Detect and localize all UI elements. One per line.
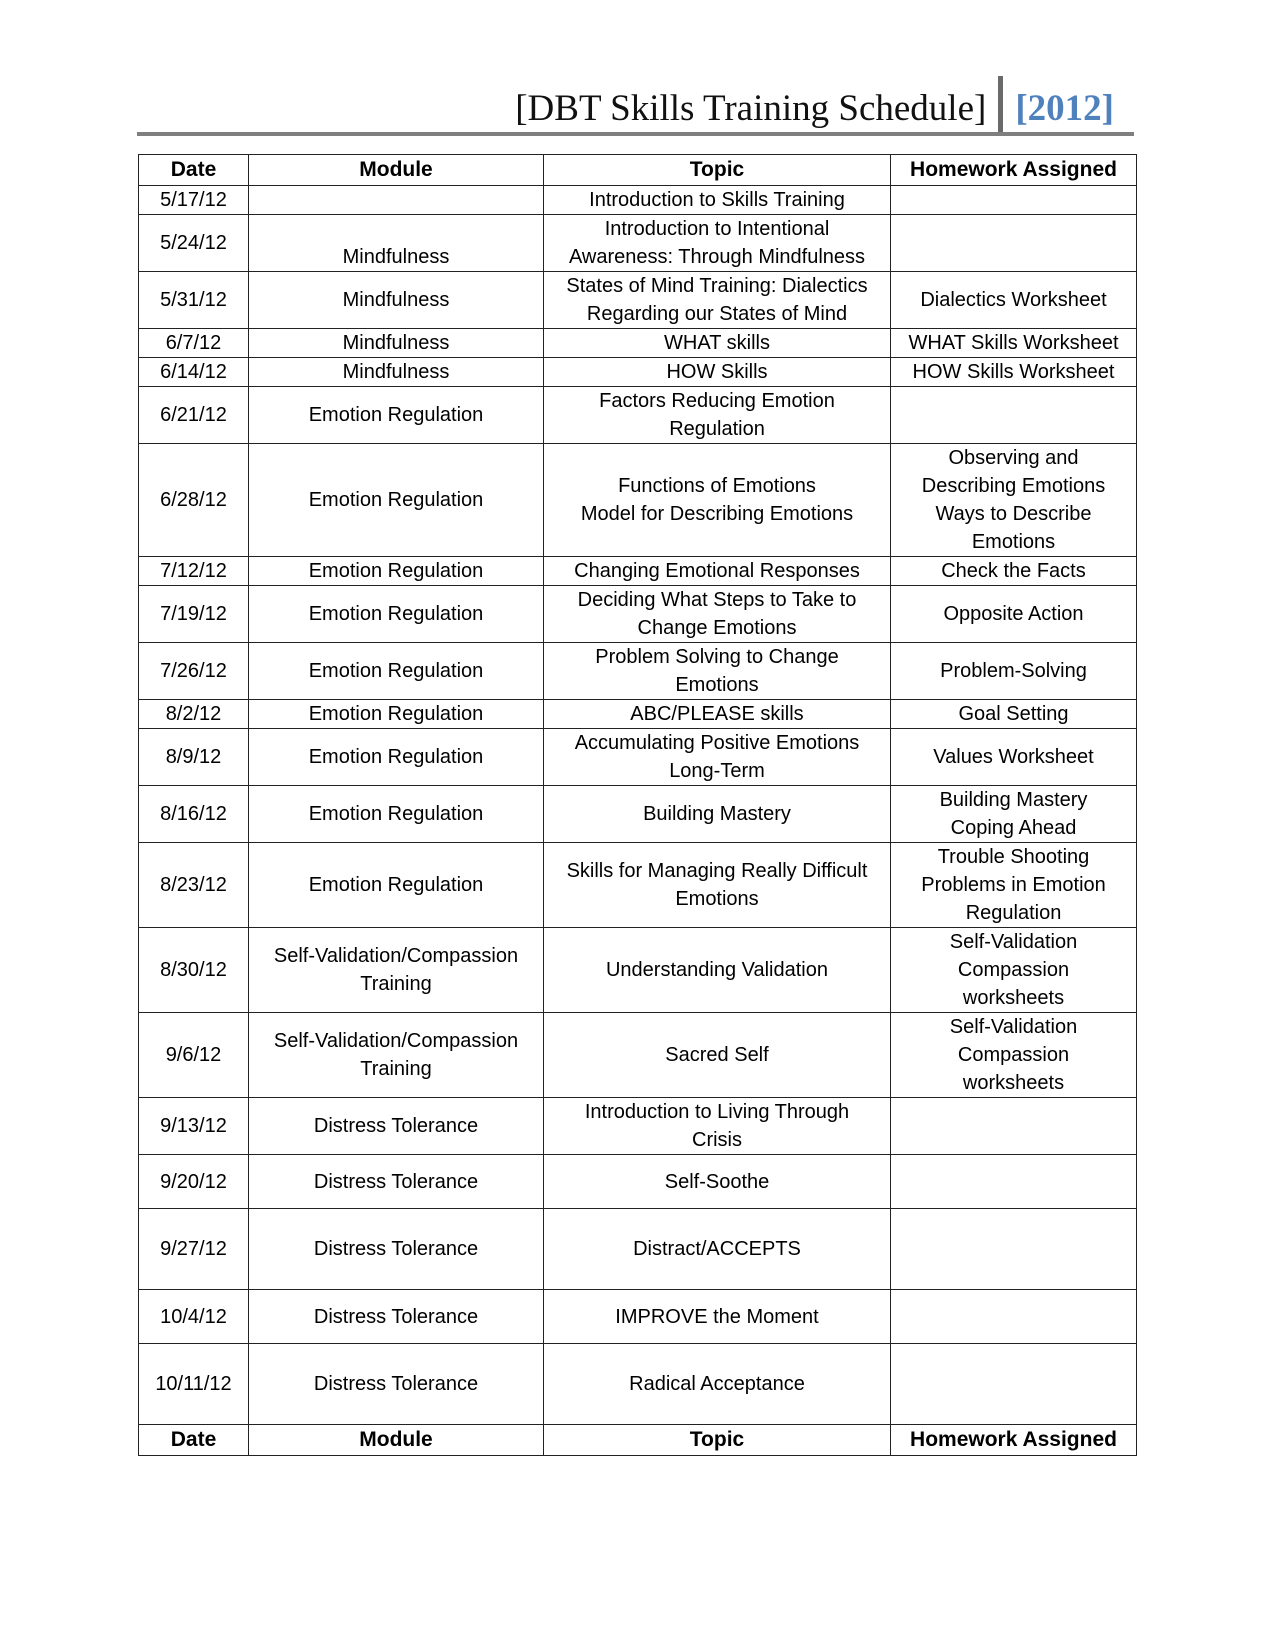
table-row [139, 643, 1137, 700]
cell-topic: Accumulating Positive Emotions Long-Term [544, 729, 891, 786]
cell-homework: Values Worksheet [891, 729, 1137, 786]
cell-topic: Building Mastery [544, 786, 891, 843]
cell-homework: WHAT Skills Worksheet [891, 329, 1137, 358]
cell-topic: Functions of Emotions Model for Describing Emotions [544, 444, 891, 557]
cell-homework: Observing and Describing Emotions Ways to Describe Emotions [891, 444, 1137, 557]
cell-homework [891, 1290, 1137, 1344]
table-row [139, 729, 1137, 786]
column-header-date: Date [139, 155, 249, 186]
cell-date: 8/30/12 [139, 928, 249, 1013]
table-row [139, 586, 1137, 643]
table-footer-row [139, 1425, 1137, 1456]
cell-date: 10/11/12 [139, 1344, 249, 1425]
cell-date: 6/7/12 [139, 329, 249, 358]
cell-topic: Sacred Self [544, 1013, 891, 1098]
cell-topic: Factors Reducing Emotion Regulation [544, 387, 891, 444]
cell-module: Emotion Regulation [249, 643, 544, 700]
cell-module: Mindfulness [249, 272, 544, 329]
cell-topic: Introduction to Living Through Crisis [544, 1098, 891, 1155]
header-title-group [515, 70, 1114, 130]
table-row [139, 215, 1137, 272]
cell-homework: Goal Setting [891, 700, 1137, 729]
cell-module: Self-Validation/Compassion Training [249, 1013, 544, 1098]
cell-module: Mindfulness [249, 215, 544, 272]
cell-date: 5/17/12 [139, 186, 249, 215]
cell-date: 9/27/12 [139, 1209, 249, 1290]
cell-homework [891, 387, 1137, 444]
cell-module: Distress Tolerance [249, 1290, 544, 1344]
cell-homework: Self-Validation Compassion worksheets [891, 1013, 1137, 1098]
table-row [139, 1344, 1137, 1425]
page-header [137, 72, 1134, 136]
cell-topic: Distract/ACCEPTS [544, 1209, 891, 1290]
cell-module: Emotion Regulation [249, 786, 544, 843]
table-row [139, 358, 1137, 387]
table-row [139, 928, 1137, 1013]
cell-homework [891, 1098, 1137, 1155]
cell-module: Emotion Regulation [249, 700, 544, 729]
table-row [139, 1155, 1137, 1209]
header-rule [137, 132, 1134, 136]
cell-module: Distress Tolerance [249, 1344, 544, 1425]
cell-module [249, 186, 544, 215]
cell-date: 6/28/12 [139, 444, 249, 557]
table-row [139, 186, 1137, 215]
cell-topic: ABC/PLEASE skills [544, 700, 891, 729]
cell-date: 8/23/12 [139, 843, 249, 928]
cell-homework: Opposite Action [891, 586, 1137, 643]
table-body [139, 186, 1137, 1425]
table-row [139, 700, 1137, 729]
cell-date: 5/31/12 [139, 272, 249, 329]
cell-homework: Dialectics Worksheet [891, 272, 1137, 329]
cell-topic: WHAT skills [544, 329, 891, 358]
table-row [139, 786, 1137, 843]
footer-header-date: Date [139, 1425, 249, 1456]
table-row [139, 329, 1137, 358]
cell-homework [891, 1344, 1137, 1425]
cell-topic: Deciding What Steps to Take to Change Emotions [544, 586, 891, 643]
cell-topic: Radical Acceptance [544, 1344, 891, 1425]
cell-module: Emotion Regulation [249, 444, 544, 557]
cell-date: 8/16/12 [139, 786, 249, 843]
cell-date: 7/12/12 [139, 557, 249, 586]
table-row [139, 1013, 1137, 1098]
table-row [139, 272, 1137, 329]
cell-date: 9/20/12 [139, 1155, 249, 1209]
cell-date: 9/6/12 [139, 1013, 249, 1098]
cell-topic: Introduction to Intentional Awareness: Through Mindfulness [544, 215, 891, 272]
cell-date: 10/4/12 [139, 1290, 249, 1344]
cell-homework: Self-Validation Compassion worksheets [891, 928, 1137, 1013]
cell-topic: IMPROVE the Moment [544, 1290, 891, 1344]
column-header-module: Module [249, 155, 544, 186]
table-row [139, 1290, 1137, 1344]
cell-homework [891, 215, 1137, 272]
table-header-row [139, 155, 1137, 186]
cell-date: 6/21/12 [139, 387, 249, 444]
cell-topic: Introduction to Skills Training [544, 186, 891, 215]
footer-header-homework: Homework Assigned [891, 1425, 1137, 1456]
cell-module: Emotion Regulation [249, 729, 544, 786]
cell-module: Distress Tolerance [249, 1209, 544, 1290]
title-separator [998, 76, 1003, 136]
cell-topic: HOW Skills [544, 358, 891, 387]
column-header-topic: Topic [544, 155, 891, 186]
footer-header-topic: Topic [544, 1425, 891, 1456]
cell-topic: Skills for Managing Really Difficult Emotions [544, 843, 891, 928]
cell-homework: HOW Skills Worksheet [891, 358, 1137, 387]
table-row [139, 387, 1137, 444]
table-row [139, 557, 1137, 586]
cell-homework: Building Mastery Coping Ahead [891, 786, 1137, 843]
cell-date: 6/14/12 [139, 358, 249, 387]
cell-module: Mindfulness [249, 329, 544, 358]
footer-header-module: Module [249, 1425, 544, 1456]
document-year: [2012] [1015, 88, 1114, 129]
cell-topic: States of Mind Training: Dialectics Regarding our States of Mind [544, 272, 891, 329]
cell-date: 5/24/12 [139, 215, 249, 272]
table-row [139, 843, 1137, 928]
table-row [139, 1098, 1137, 1155]
cell-date: 7/26/12 [139, 643, 249, 700]
cell-homework: Trouble Shooting Problems in Emotion Regulation [891, 843, 1137, 928]
column-header-homework: Homework Assigned [891, 155, 1137, 186]
cell-module: Emotion Regulation [249, 586, 544, 643]
cell-module: Mindfulness [249, 358, 544, 387]
cell-date: 9/13/12 [139, 1098, 249, 1155]
cell-topic: Understanding Validation [544, 928, 891, 1013]
cell-date: 8/9/12 [139, 729, 249, 786]
cell-module: Emotion Regulation [249, 387, 544, 444]
cell-homework: Check the Facts [891, 557, 1137, 586]
cell-date: 8/2/12 [139, 700, 249, 729]
document-title: [DBT Skills Training Schedule] [515, 88, 987, 129]
cell-topic: Self-Soothe [544, 1155, 891, 1209]
cell-module: Emotion Regulation [249, 557, 544, 586]
table-row [139, 444, 1137, 557]
cell-homework [891, 186, 1137, 215]
cell-module: Emotion Regulation [249, 843, 544, 928]
cell-module: Distress Tolerance [249, 1098, 544, 1155]
cell-date: 7/19/12 [139, 586, 249, 643]
table-row [139, 1209, 1137, 1290]
cell-homework: Problem-Solving [891, 643, 1137, 700]
cell-topic: Changing Emotional Responses [544, 557, 891, 586]
cell-homework [891, 1155, 1137, 1209]
cell-module: Self-Validation/Compassion Training [249, 928, 544, 1013]
cell-homework [891, 1209, 1137, 1290]
cell-module: Distress Tolerance [249, 1155, 544, 1209]
cell-topic: Problem Solving to Change Emotions [544, 643, 891, 700]
schedule-table [138, 154, 1137, 1456]
